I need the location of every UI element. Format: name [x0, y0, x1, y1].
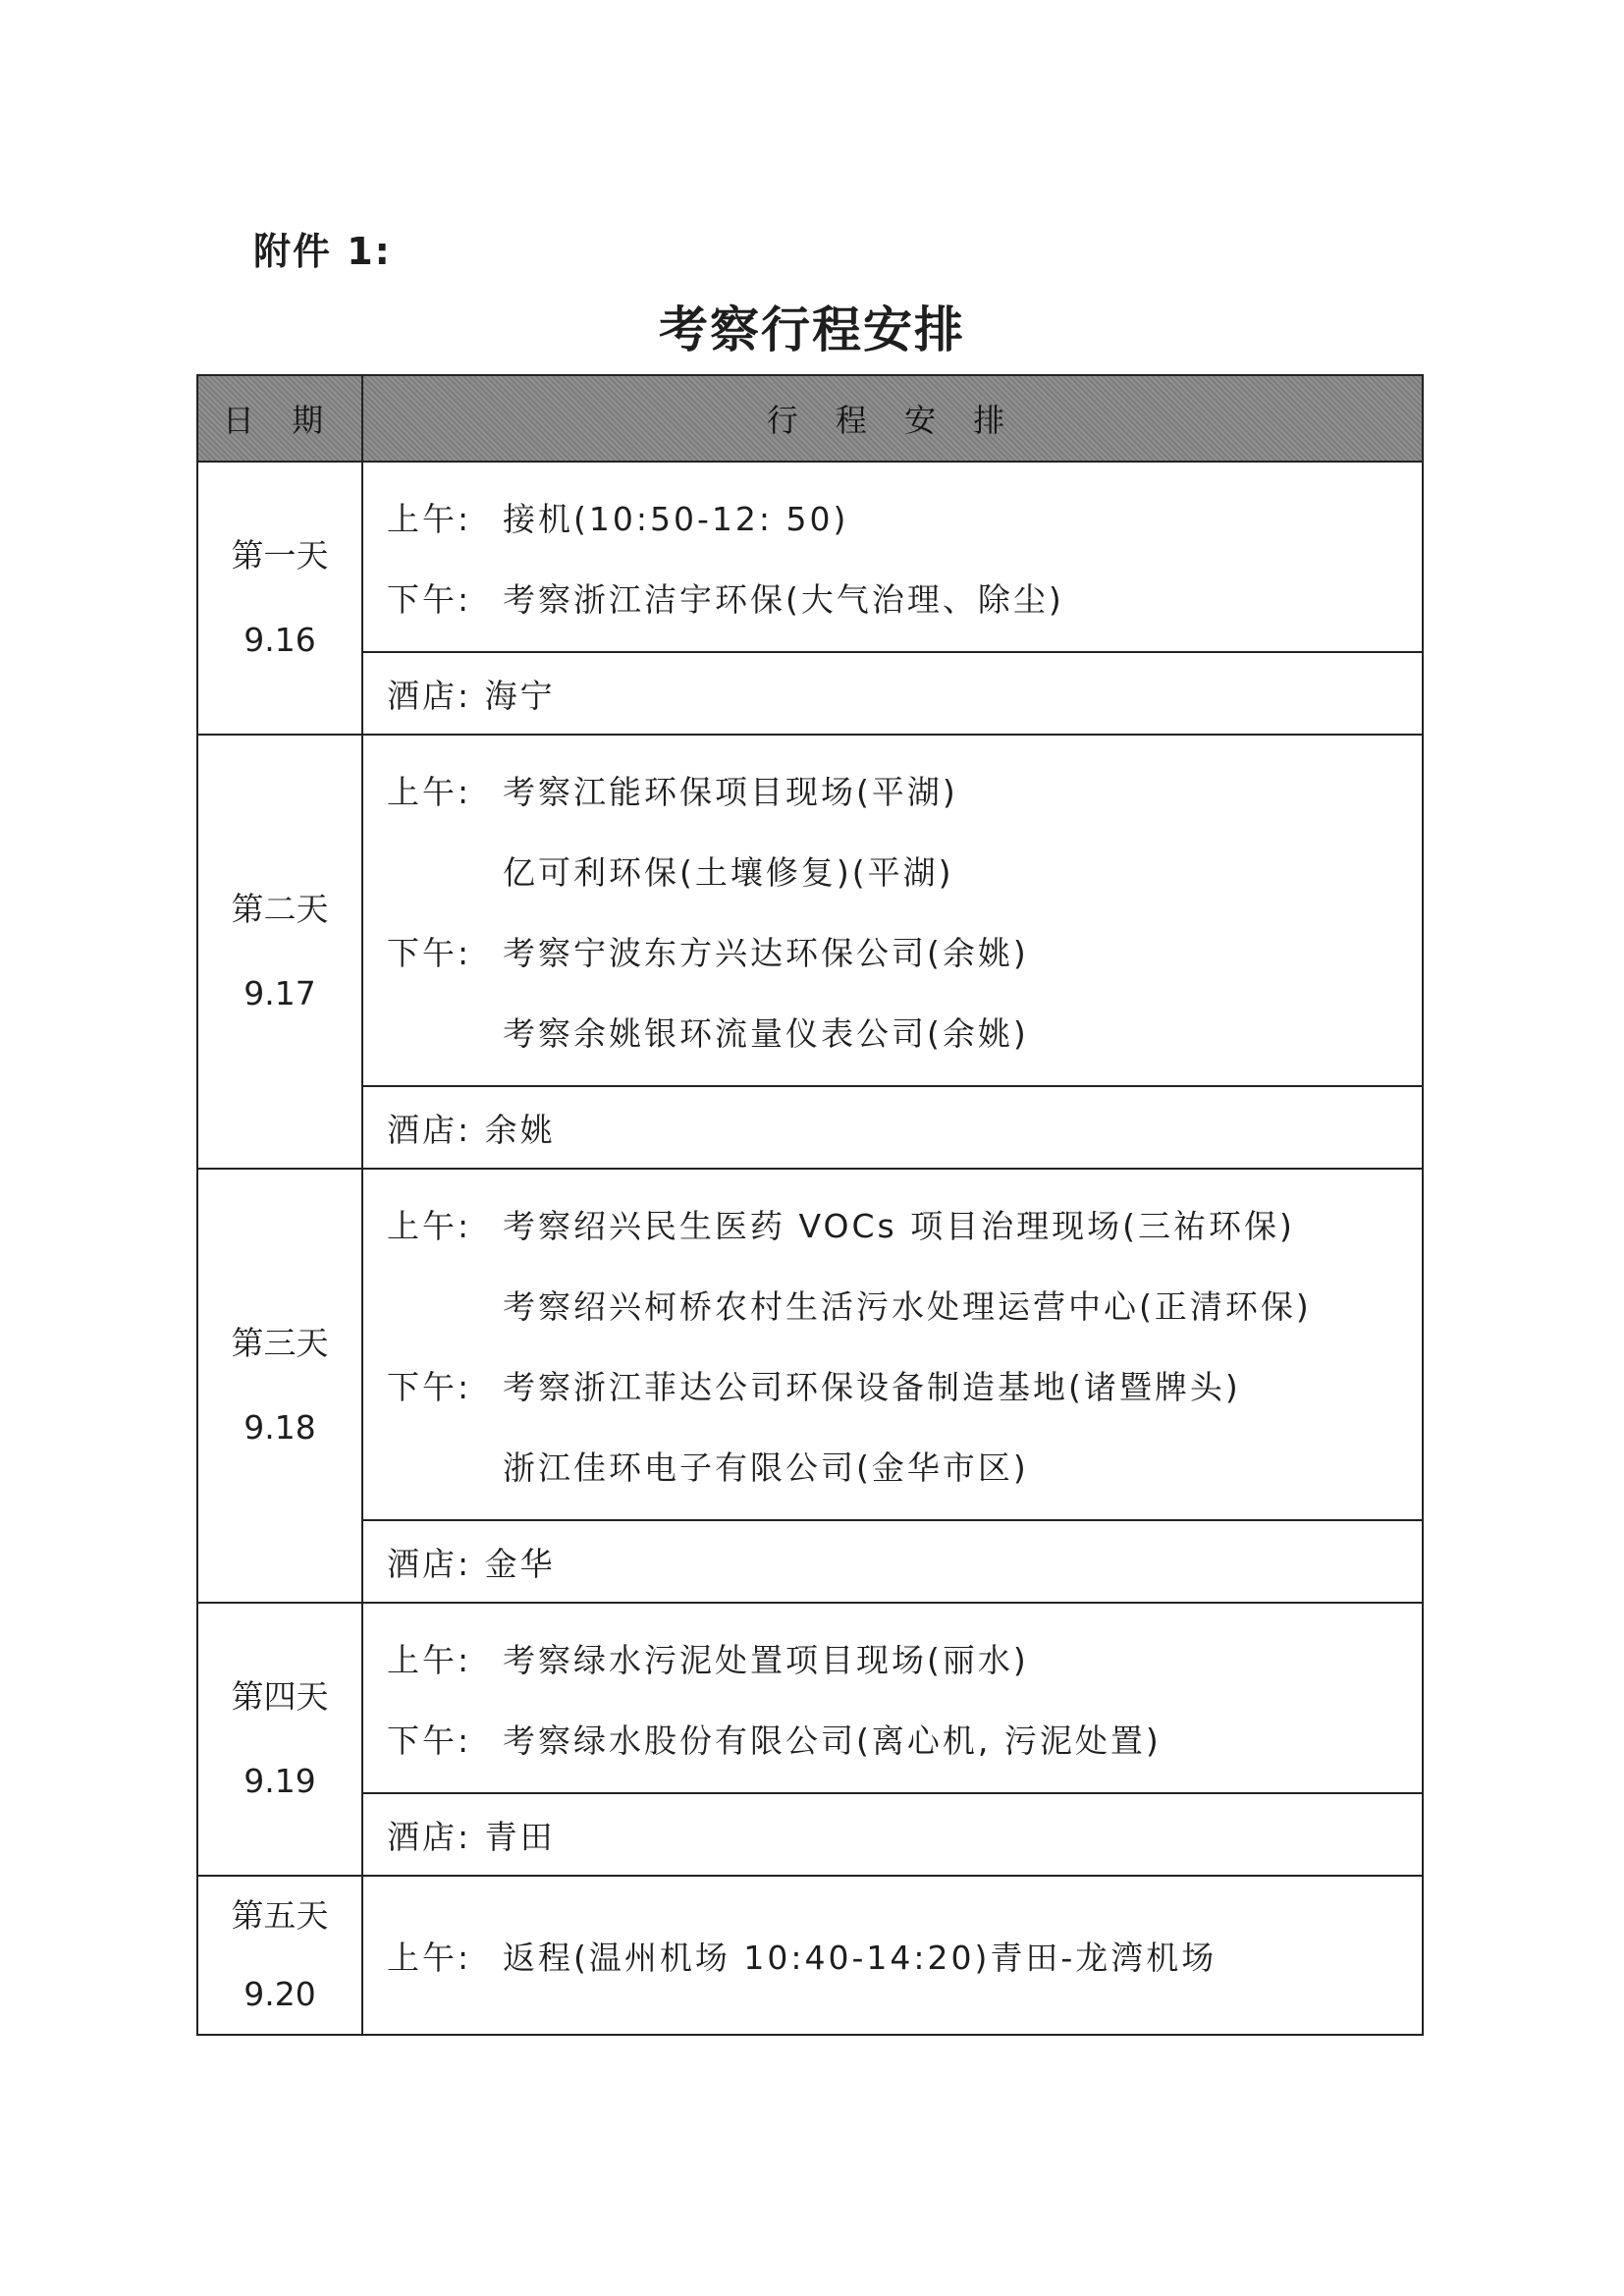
table-row [197, 1169, 1423, 1520]
day-date: 9.19 [244, 1762, 316, 1800]
table-header-row [197, 375, 1423, 462]
table-row [197, 1793, 1423, 1876]
day-date: 9.20 [244, 1975, 316, 2013]
schedule-line [387, 1896, 1422, 2014]
table-row [197, 735, 1423, 1086]
attachment-label: 附件 1: [253, 230, 392, 273]
schedule-line [387, 1617, 1422, 1698]
time-label: 上午: [387, 1938, 472, 1977]
day-5-block [197, 1876, 1423, 2035]
table-row [197, 1603, 1423, 1793]
day-2-hotel: 酒店: 余姚 [362, 1086, 1423, 1169]
activity-text: 浙江佳环电子有限公司(金华市区) [503, 1448, 1029, 1487]
time-label: 下午: [387, 579, 472, 619]
table-row [197, 1520, 1423, 1603]
day-3-block [197, 1169, 1423, 1603]
day-label: 第五天 [231, 1896, 329, 1935]
day-date: 9.16 [244, 621, 316, 659]
activity-text: 考察宁波东方兴达环保公司(余姚) [503, 933, 1029, 972]
day-4-schedule [362, 1603, 1423, 1793]
schedule-line [387, 476, 1422, 557]
day-5-schedule [362, 1876, 1423, 2035]
header-schedule: 行 程 安 排 [362, 375, 1423, 462]
activity-text: 接机(10:50-12: 50) [503, 499, 849, 538]
day-1-schedule [362, 462, 1423, 652]
time-label: 下午: [387, 933, 472, 972]
time-label: 上午: [387, 1640, 472, 1679]
activity-text: 考察江能环保项目现场(平湖) [503, 772, 958, 811]
schedule-line [387, 1264, 1422, 1344]
day-4-date-cell [197, 1603, 362, 1876]
schedule-line [387, 910, 1422, 991]
time-label: 下午: [387, 1367, 472, 1406]
day-3-schedule [362, 1169, 1423, 1520]
day-label: 第三天 [231, 1324, 329, 1362]
activity-text: 亿可利环保(土壤修复)(平湖) [503, 852, 954, 892]
table-row [197, 652, 1423, 735]
day-label: 第二天 [231, 890, 329, 928]
activity-text: 考察绍兴柯桥农村生活污水处理运营中心(正清环保) [503, 1286, 1312, 1326]
time-label: 下午: [387, 1721, 472, 1760]
activity-text: 考察浙江洁宇环保(大气治理、除尘) [503, 579, 1064, 619]
day-label: 第四天 [231, 1677, 329, 1716]
header-date: 日 期 [197, 375, 362, 462]
time-label: 上午: [387, 499, 472, 538]
table-row [197, 462, 1423, 652]
activity-text: 考察绿水污泥处置项目现场(丽水) [503, 1640, 1029, 1679]
table-row [197, 1086, 1423, 1169]
schedule-line [387, 1183, 1422, 1264]
day-4-block [197, 1603, 1423, 1876]
activity-text: 考察绍兴民生医药 VOCs 项目治理现场(三祐环保) [503, 1206, 1295, 1245]
table-row [197, 1876, 1423, 2035]
activity-text: 考察绿水股份有限公司(离心机, 污泥处置) [503, 1721, 1162, 1760]
day-2-date-cell [197, 735, 362, 1169]
day-2-block [197, 735, 1423, 1169]
day-1-hotel: 酒店: 海宁 [362, 652, 1423, 735]
time-label: 上午: [387, 772, 472, 811]
day-label: 第一天 [231, 536, 329, 574]
schedule-line [387, 830, 1422, 910]
day-1-block [197, 462, 1423, 735]
day-date: 9.18 [244, 1408, 316, 1447]
schedule-line [387, 557, 1422, 637]
time-label: 上午: [387, 1206, 472, 1245]
schedule-line [387, 1698, 1422, 1778]
day-3-date-cell [197, 1169, 362, 1603]
activity-text: 考察余姚银环流量仪表公司(余姚) [503, 1013, 1029, 1053]
day-3-hotel: 酒店: 金华 [362, 1520, 1423, 1603]
schedule-line [387, 1344, 1422, 1425]
activity-text: 返程(温州机场 10:40-14:20)青田-龙湾机场 [503, 1938, 1218, 1977]
day-4-hotel: 酒店: 青田 [362, 1793, 1423, 1876]
day-1-date-cell [197, 462, 362, 735]
schedule-line [387, 991, 1422, 1071]
itinerary-table [196, 374, 1424, 2036]
day-date: 9.17 [244, 974, 316, 1012]
day-2-schedule [362, 735, 1423, 1086]
day-5-date-cell [197, 1876, 362, 2035]
schedule-line [387, 1425, 1422, 1505]
activity-text: 考察浙江菲达公司环保设备制造基地(诸暨牌头) [503, 1367, 1241, 1406]
page-title: 考察行程安排 [659, 301, 965, 358]
schedule-line [387, 749, 1422, 830]
